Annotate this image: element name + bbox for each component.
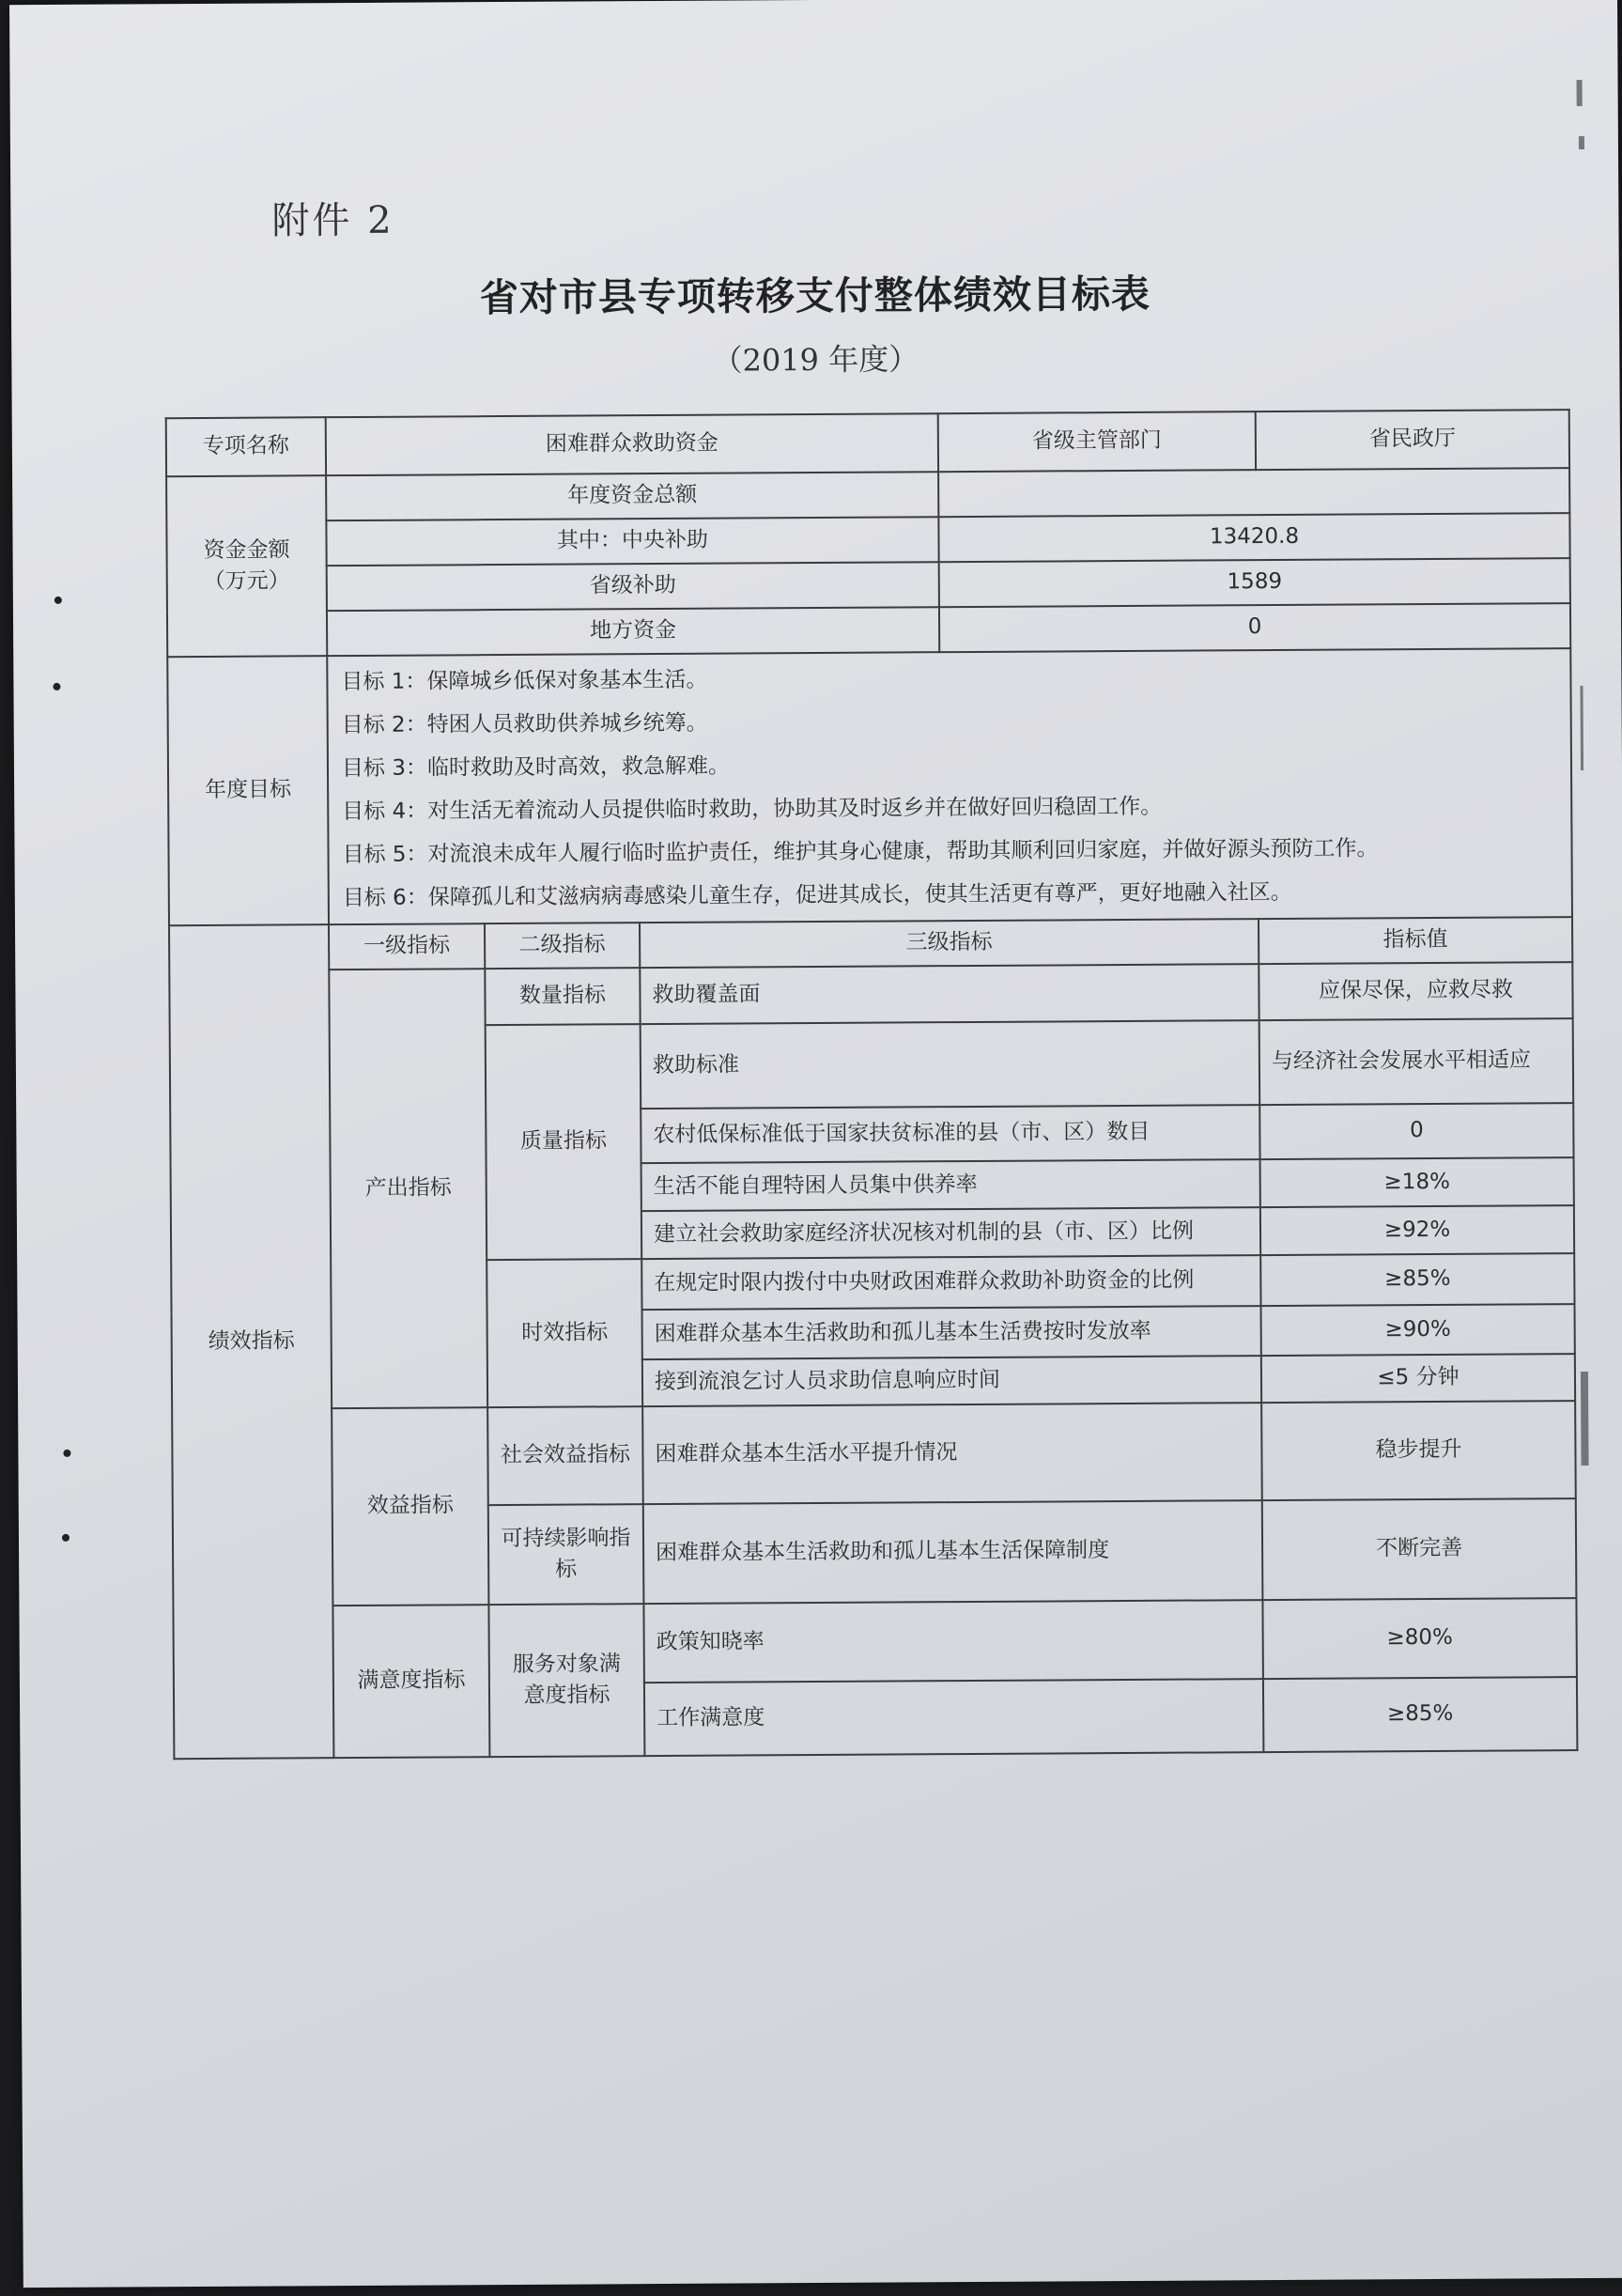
- punch-mark: [54, 597, 62, 604]
- punch-mark: [62, 1534, 70, 1542]
- goal-item: 目标 3：临时救助及时高效，救急解难。: [341, 753, 731, 782]
- indicator-row: [169, 962, 1572, 1027]
- indicator-value: ≥18%: [1260, 1157, 1574, 1207]
- header-value: 指标值: [1259, 917, 1572, 964]
- indicator-name: 救助覆盖面: [640, 964, 1259, 1024]
- project-row: [166, 410, 1569, 476]
- dept-label: 省级主管部门: [938, 411, 1256, 472]
- punch-mark: [53, 683, 60, 690]
- document-year: （2019 年度）: [712, 341, 919, 379]
- level1-benefit: 效益指标: [332, 1407, 488, 1606]
- indicator-name: 接到流浪乞讨人员求助信息响应时间: [642, 1356, 1261, 1406]
- indicator-name: 在规定时限内拨付中央财政困难群众救助补助资金的比例: [641, 1255, 1260, 1310]
- header-level1: 一级指标: [329, 923, 485, 970]
- edge-mark: [1580, 686, 1583, 770]
- level2-quality: 质量指标: [486, 1024, 642, 1260]
- goal-item: 目标 2：特困人员救助供养城乡统筹。: [341, 710, 708, 738]
- indicator-value: ≥92%: [1260, 1205, 1574, 1255]
- indicator-value: ≤5 分钟: [1261, 1354, 1575, 1403]
- funds-provincial-value: 1589: [939, 558, 1570, 607]
- indicator-value: 与经济社会发展水平相适应: [1259, 1018, 1574, 1105]
- edge-mark: [1581, 1372, 1589, 1466]
- indicator-row: [173, 1598, 1576, 1685]
- level2-service: 服务对象满意度指标: [488, 1604, 644, 1757]
- project-name-value: 困难群众救助资金: [326, 413, 938, 475]
- funds-central-label: 其中：中央补助: [326, 517, 938, 566]
- indicator-row: [172, 1401, 1576, 1507]
- funds-local-value: 0: [939, 603, 1570, 652]
- indicator-value: 0: [1259, 1103, 1573, 1159]
- edge-mark: [1579, 136, 1584, 149]
- dept-value: 省民政厅: [1256, 410, 1569, 470]
- indicator-value: ≥90%: [1261, 1304, 1575, 1356]
- funds-local-label: 地方资金: [327, 607, 939, 656]
- level1-output: 产出指标: [329, 969, 487, 1408]
- indicator-name: 救助标准: [641, 1020, 1260, 1109]
- level2-timeliness: 时效指标: [487, 1259, 642, 1407]
- level2-quantity: 数量指标: [485, 968, 640, 1025]
- funds-provincial-label: 省级补助: [327, 562, 939, 611]
- indicator-name: 工作满意度: [644, 1679, 1263, 1756]
- project-name-label: 专项名称: [166, 417, 326, 476]
- goals-row: [167, 648, 1572, 925]
- goals-label: 年度目标: [167, 656, 329, 925]
- document-page: [9, 0, 1622, 2288]
- goal-item: 目标 5：对流浪未成年人履行临时监护责任，维护其身心健康，帮助其顺利回归家庭，并做好源头预防工作。: [342, 836, 1379, 868]
- performance-target-table: [165, 409, 1579, 1760]
- punch-mark: [63, 1450, 70, 1457]
- funds-total-label: 年度资金总额: [326, 472, 938, 520]
- indicator-name: 建立社会救助家庭经济状况核对机制的县（市、区）比例: [641, 1207, 1260, 1259]
- level2-social: 社会效益指标: [487, 1406, 643, 1505]
- goal-item: 目标 6：保障孤儿和艾滋病病毒感染儿童生存，促进其成长，使其生活更有尊严，更好地融入社区。: [342, 879, 1292, 911]
- indicator-value: ≥85%: [1263, 1677, 1577, 1752]
- edge-mark: [1577, 80, 1583, 106]
- indicator-value: ≥85%: [1260, 1253, 1574, 1306]
- indicator-name: 生活不能自理特困人员集中供养率: [641, 1159, 1260, 1211]
- indicator-value: ≥80%: [1262, 1598, 1577, 1679]
- indicator-name: 困难群众基本生活救助和孤儿基本生活保障制度: [643, 1500, 1263, 1604]
- indicator-value: 不断完善: [1262, 1498, 1577, 1600]
- document-title: 省对市县专项转移支付整体绩效目标表: [479, 271, 1151, 321]
- indicator-name: 困难群众基本生活水平提升情况: [642, 1403, 1262, 1504]
- indicator-value: 应保尽保，应救尽救: [1259, 962, 1572, 1020]
- performance-label: 绩效指标: [169, 924, 333, 1759]
- goals-list: [327, 648, 1572, 924]
- attachment-label: 附件 2: [271, 198, 394, 243]
- funds-total-value: [938, 468, 1569, 517]
- level1-satisfaction: 满意度指标: [332, 1605, 489, 1758]
- indicator-name: 农村低保标准低于国家扶贫标准的县（市、区）数目: [641, 1105, 1259, 1163]
- indicator-value: 稳步提升: [1261, 1401, 1576, 1500]
- goal-item: 目标 1：保障城乡低保对象基本生活。: [341, 667, 708, 695]
- header-level2: 二级指标: [485, 923, 640, 969]
- indicator-name: 困难群众基本生活救助和孤儿基本生活费按时发放率: [642, 1306, 1261, 1359]
- level2-sustain: 可持续影响指标: [488, 1504, 644, 1605]
- header-level3: 三级指标: [640, 919, 1259, 968]
- funds-label: 资金金额（万元）: [166, 475, 327, 657]
- funds-central-value: 13420.8: [938, 513, 1569, 562]
- goal-item: 目标 4：对生活无着流动人员提供临时救助，协助其及时返乡并在做好回归稳固工作。: [342, 794, 1163, 825]
- indicator-name: 政策知晓率: [643, 1600, 1263, 1683]
